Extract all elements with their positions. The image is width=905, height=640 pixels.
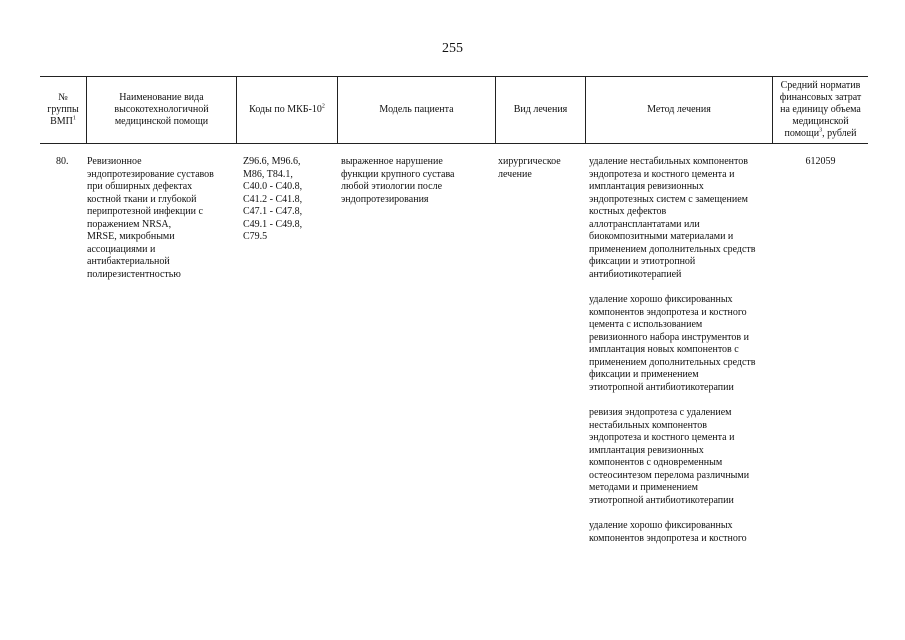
treatment-method-item: удаление нестабильных компонентов эндопротеза и костного цемента и имплантация ревизионных эндопротезных систем с замещением костных дефектов аллотрансплантатами или биокомпозитными материалами и применением дополнительных средств фиксации и этиотропной антибиотикотерапией: [589, 156, 756, 280]
header-treatment-type-label: Вид лечения: [513, 103, 568, 115]
row-patient-model: выраженное нарушение функции крупного сустава любой этиологии после эндопротезирования: [341, 156, 455, 205]
header-treatment-type: [496, 76, 585, 143]
header-cost-norm: [773, 76, 868, 143]
row-treatment-methods: [589, 156, 772, 558]
footnote-marker: 1: [72, 115, 76, 122]
header-icd-codes: [237, 76, 337, 143]
header-cost-norm-label: Средний норматив финансовых затрат на единицу объема медицинской помощи: [779, 79, 862, 139]
page-number: 255: [442, 41, 463, 56]
treatment-method-item: удаление хорошо фиксированных компонентов эндопротеза и костного цемента с использованием ревизионного набора инструментов и имплантация новых компонентов с применением дополнительных средств фиксации и применением этиотропной антибиотикотерапии: [589, 294, 756, 393]
footnote-marker: 3: [819, 127, 823, 134]
header-cost-norm-unit: , рублей: [822, 127, 857, 139]
header-care-name-label: Наименование вида высокотехнологичной медицинской помощи: [114, 91, 209, 127]
header-treatment-method: [586, 76, 772, 143]
row-group-number: 80.: [56, 156, 69, 167]
row-cost-norm: 612059: [805, 156, 836, 167]
header-icd-codes-label: Коды по МКБ-10: [249, 103, 322, 115]
header-patient-model: [338, 76, 495, 143]
row-treatment-type: хирургическое лечение: [498, 156, 561, 180]
table-header-bottom-rule: [40, 143, 868, 144]
row-care-name: Ревизионное эндопротезирование суставов при обширных дефектах костной ткани и глубокой перипротезной инфекции с поражением NRSA, MRSE, микробными ассоциациями и антибактериальной полирезистентностью: [87, 156, 214, 280]
treatment-method-item: удаление хорошо фиксированных компонентов эндопротеза и костного: [589, 520, 747, 544]
header-group-number: [40, 76, 86, 143]
header-group-number-label: № группы ВМП: [47, 91, 79, 127]
footnote-marker: 2: [321, 103, 325, 110]
treatment-method-item: ревизия эндопротеза с удалением нестабильных компонентов эндопротеза и костного цемента и имплантация ревизионных компонентов с одновременным остеосинтезом перелома различными методами и применением этиотропной антибиотикотерапии: [589, 407, 750, 506]
row-icd-codes: Z96.6, M96.6, M86, T84.1, C40.0 - C40.8, C41.2 - C41.8, C47.1 - C47.8, C49.1 - C49.8, C79.5: [243, 156, 303, 242]
header-patient-model-label: Модель пациента: [379, 103, 454, 115]
header-care-name: [87, 76, 236, 143]
header-treatment-method-label: Метод лечения: [647, 103, 711, 115]
